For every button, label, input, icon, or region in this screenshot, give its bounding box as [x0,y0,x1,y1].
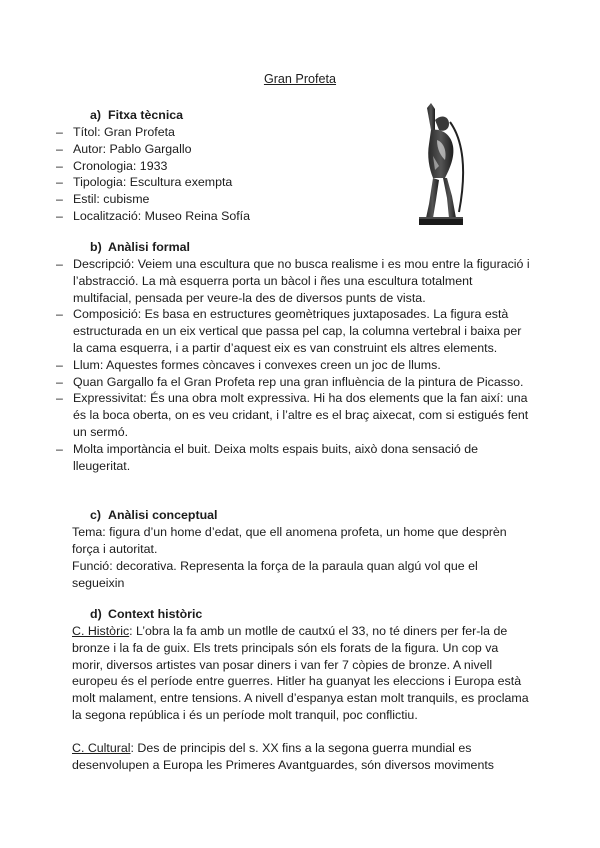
section-d-heading [90,606,202,623]
context-historic-paragraph [72,623,532,724]
page-title: Gran Profeta [263,72,337,86]
section-b-letter: b) [90,240,102,254]
section-c-title: Anàlisi conceptual [108,508,218,522]
section-d-title: Context històric [108,607,203,621]
section-a-title: Fitxa tècnica [108,108,184,122]
section-a-letter: a) [90,108,102,122]
analisi-formal-list [56,256,534,474]
list-item: – Cronologia: 1933 [56,158,386,175]
list-item: – Composició: Es basa en estructures geomètriques juxtaposades. La figura està estructurada en un eix vertical que passa pel cap, la columna vertebral i baixa per la cama esquerra, i a partir d’aquest eix es van construint els altres elements. [56,306,534,356]
sculpture-image [405,100,475,230]
list-item: – Autor: Pablo Gargallo [56,141,386,158]
list-item: – Quan Gargallo fa el Gran Profeta rep una gran influència de la pintura de Picasso. [56,374,534,391]
section-c-letter: c) [90,508,102,522]
section-a-heading [90,107,183,124]
tema-paragraph: Tema: figura d’un home d’edat, que ell anomena profeta, un home que desprèn força i autoritat. [72,525,507,556]
list-item: – Localització: Museo Reina Sofía [56,208,386,225]
list-item: – Llum: Aquestes formes còncaves i convexes creen un joc de llums. [56,357,534,374]
section-d-letter: d) [90,607,102,621]
cultural-label: C. Cultural [72,741,131,755]
cultural-text: : Des de principis del s. XX fins a la segona guerra mundial es desenvolupen a Europa les Primeres Avantguardes, són diversos moviments [72,741,494,772]
fitxa-tecnica-list [56,124,386,225]
context-cultural-paragraph [72,740,532,774]
section-b-title: Anàlisi formal [108,240,190,254]
list-item: – Estil: cubisme [56,191,386,208]
historic-text: : L’obra la fa amb un motlle de cautxú el 33, no té diners per fer-la de bronze i la fa de guix. Els trets principals són els forats de la figura. Un cop va morir, diversos artistes van posar diners i van fer 7 còpies de bronze. A nivell europeu és el període entre guerres. Hitler ha guanyat les eleccions i Europa està molt malament, entre tensions. A nivell d’espanya estan molt tranquils, es proclama la segona república i és un període molt tranquil, poc conflictiu. [72,624,529,722]
historic-label: C. Històric [72,624,130,638]
list-item: – Molta importància el buit. Deixa molts espais buits, això dona sensació de lleugeritat. [56,441,534,475]
list-item: – Títol: Gran Profeta [56,124,386,141]
funcio-paragraph: Funció: decorativa. Representa la força de la paraula quan algú vol que el segueixin [72,559,478,590]
section-b-heading [90,239,190,256]
list-item: – Tipologia: Escultura exempta [56,174,386,191]
list-item: – Expressivitat: És una obra molt expressiva. Hi ha dos elements que la fan així: una és la boca oberta, on es veu cridant, i l’altre es el braç aixecat, com si estigués fent un sermó. [56,390,534,440]
section-c-heading [90,507,217,524]
list-item: – Descripció: Veiem una escultura que no busca realisme i es mou entre la figuració i l’abstracció. La mà esquerra porta un bàcol i ñes una escultura totalment multifacial, pensada per veure-la des de diversos punts de vista. [56,256,534,306]
